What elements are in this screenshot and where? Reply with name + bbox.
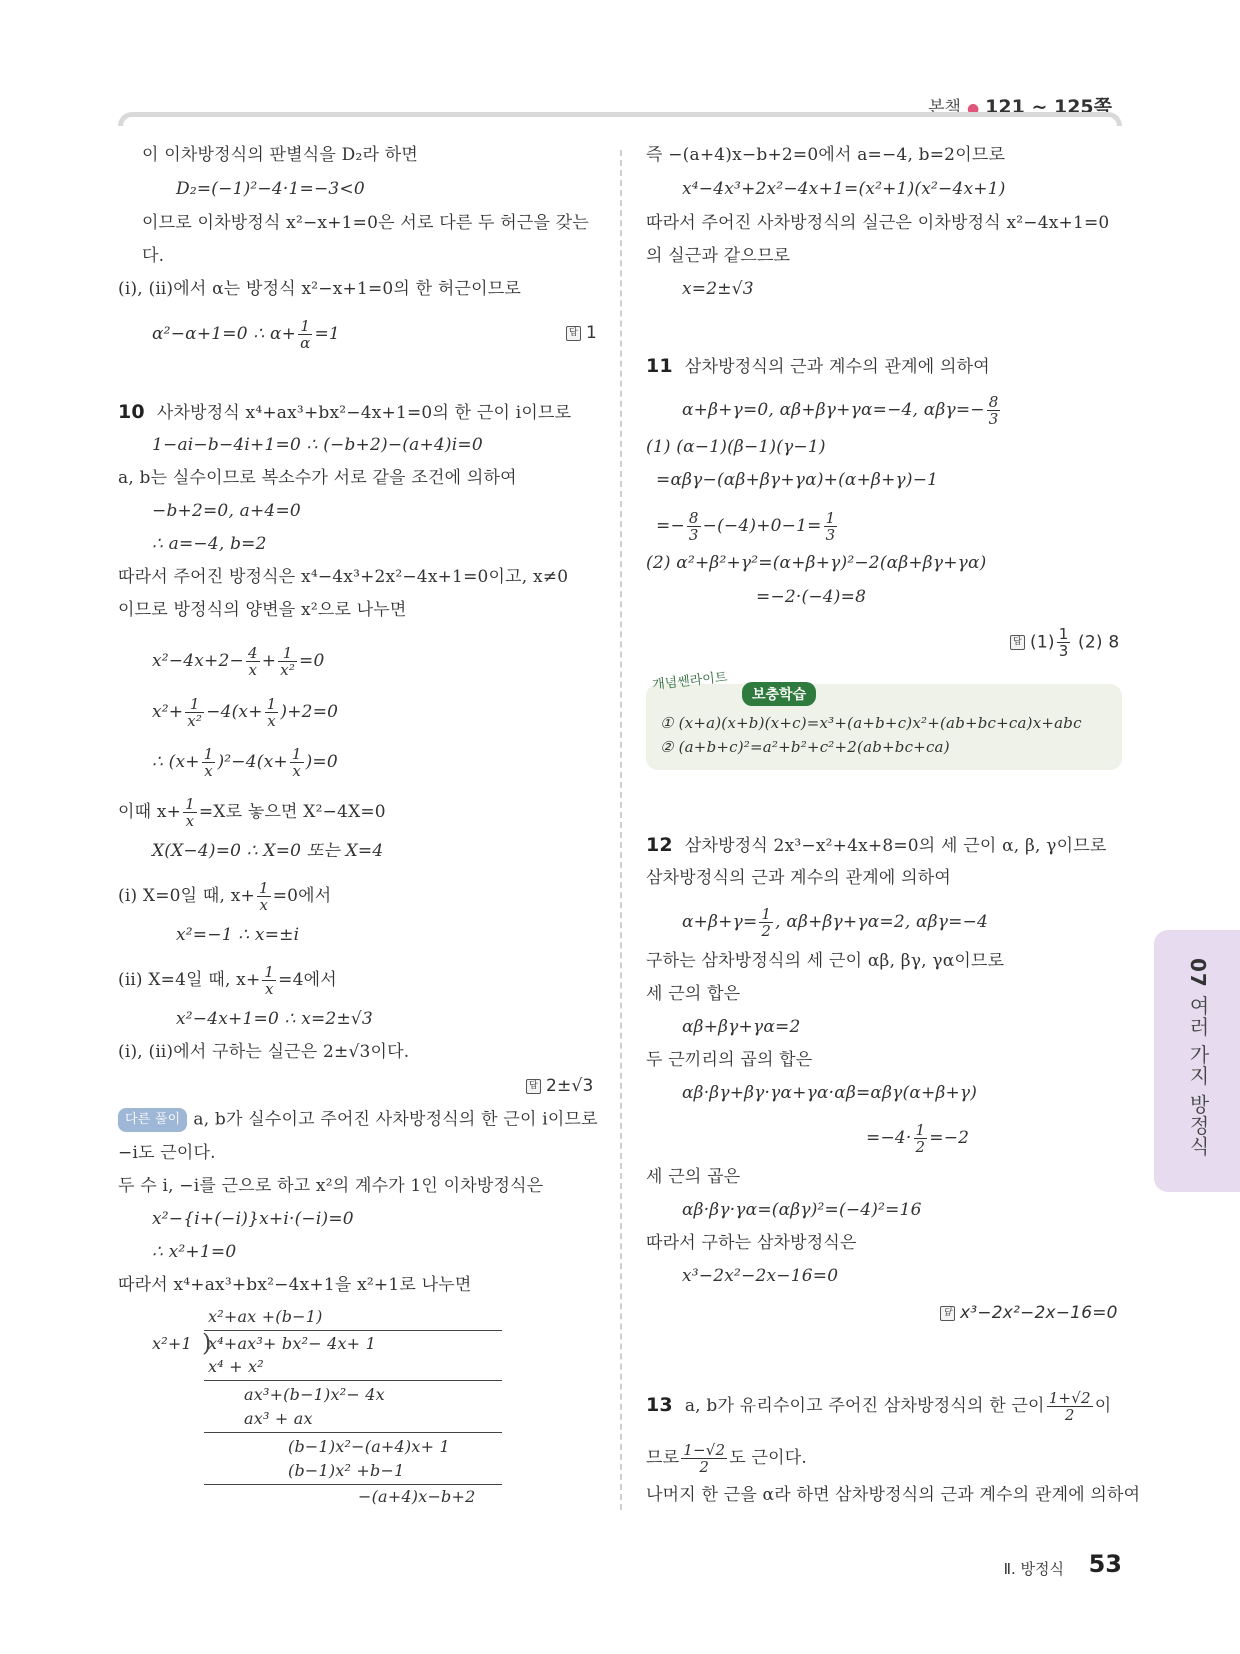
answer-icon: 답	[526, 1079, 541, 1094]
text-line: (ⅰ), (ⅱ)에서 구하는 실근은 2±√3이다.	[118, 1042, 410, 1062]
concept-tag: 개념쎈라이트	[651, 670, 729, 693]
text-part: a, b가 유리수이고 주어진 삼차방정식의 한 근이	[684, 1396, 1045, 1416]
division-rule	[204, 1432, 502, 1433]
concept-item: ① (x+a)(x+b)(x+c)=x³+(a+b+c)x²+(ab+bc+ca)x+abc	[660, 714, 1082, 732]
math-line: x=2±√3	[682, 279, 754, 299]
problem-number: 11	[646, 355, 673, 377]
math-line: αβ+βγ+γα=2	[682, 1017, 801, 1037]
header-label: 본책	[928, 98, 961, 118]
denominator: 3	[688, 526, 699, 544]
alt-solution-line	[118, 1108, 598, 1132]
text-line: (ⅰ), (ⅱ)에서 α는 방정식 x²−x+1=0의 한 허근이므로	[118, 279, 521, 299]
numerator: 1	[291, 745, 302, 763]
denominator: x	[204, 762, 213, 780]
fraction	[278, 645, 297, 678]
fraction	[246, 645, 260, 678]
math-part: , αβ+βγ+γα=2, αβγ=−4	[775, 912, 989, 932]
math-line	[152, 645, 325, 678]
math-line: x²−{i+(−i)}x+i·(−i)=0	[152, 1209, 354, 1229]
text-line: 두 수 i, −i를 근으로 하고 x²의 계수가 1인 이차방정식은	[118, 1176, 544, 1196]
math-line: x⁴−4x³+2x²−4x+1=(x²+1)(x²−4x+1)	[682, 179, 1006, 199]
division-row: ax³+(b−1)x²− 4x	[244, 1385, 385, 1404]
text-line: 따라서 x⁴+ax³+bx²−4x+1을 x²+1로 나누면	[118, 1275, 472, 1295]
math-part: ∴ (x+	[152, 752, 200, 772]
problem-11-line	[646, 355, 990, 378]
answer-icon: 답	[940, 1306, 955, 1321]
answer-9	[566, 322, 597, 344]
math-line: ∴ x²+1=0	[152, 1242, 237, 1262]
text-part: 이	[1094, 1396, 1112, 1416]
division-row: x⁴+ax³+ bx²− 4x+ 1	[208, 1334, 376, 1353]
denominator: 2	[699, 1458, 710, 1476]
chapter-tab-label	[1184, 958, 1213, 1157]
text-line: 의 실근과 같으므로	[646, 246, 791, 266]
text-line: 따라서 구하는 삼차방정식은	[646, 1233, 857, 1253]
fraction	[914, 1122, 928, 1155]
text-line: a, b는 실수이므로 복소수가 서로 같을 조건에 의하여	[118, 468, 517, 488]
denominator: x²	[280, 661, 296, 679]
fraction	[185, 696, 204, 729]
numerator: 1	[278, 645, 297, 662]
bullet-icon: ●	[966, 101, 980, 117]
fraction	[290, 746, 304, 779]
division-remainder: −(a+4)x−b+2	[358, 1487, 476, 1506]
math-line	[152, 746, 338, 779]
division-bar	[204, 1330, 502, 1331]
answer-10	[526, 1075, 594, 1097]
math-part: α+β+γ=	[682, 912, 758, 932]
answer-text: 1	[586, 323, 598, 343]
math-line: αβ·βγ·γα=(αβγ)²=(−4)²=16	[682, 1200, 922, 1220]
numerator: 1+√2	[1048, 1389, 1091, 1407]
math-part: =−	[656, 516, 685, 536]
text-line: 따라서 주어진 사차방정식의 실근은 이차방정식 x²−4x+1=0	[646, 213, 1110, 233]
numerator: 8	[688, 509, 699, 527]
fraction	[759, 906, 773, 939]
division-bracket: )	[202, 1329, 212, 1357]
numerator: 1	[258, 879, 269, 897]
text-line: 나머지 한 근을 α라 하면 삼차방정식의 근과 계수의 관계에 의하여	[646, 1485, 1141, 1505]
denominator: x²	[187, 712, 203, 730]
division-quotient: x²+ax +(b−1)	[208, 1307, 323, 1326]
fraction	[681, 1442, 727, 1475]
denominator: 2	[1064, 1406, 1075, 1424]
concept-item: ② (a+b+c)²=a²+b²+c²+2(ab+bc+ca)	[660, 738, 950, 756]
text-part: 삼차방정식의 근과 계수의 관계에 의하여	[684, 357, 990, 377]
chapter-number: 07	[1186, 958, 1210, 988]
fraction	[1057, 626, 1071, 659]
fraction	[262, 964, 276, 997]
text-line: 따라서 주어진 방정식은 x⁴−4x³+2x²−4x+1=0이고, x≠0	[118, 567, 569, 587]
math-line: 1−ai−b−4i+1=0 ∴ (−b+2)−(a+4)i=0	[152, 435, 483, 455]
denominator: 3	[988, 410, 999, 428]
math-line	[682, 906, 988, 939]
numerator: 1	[825, 509, 836, 527]
denominator: x	[292, 762, 302, 780]
math-part: −4(x+	[206, 702, 263, 722]
numerator: 1	[1058, 625, 1069, 643]
math-part: =1	[314, 324, 340, 344]
math-part: =0	[299, 651, 325, 671]
problem-number: 13	[646, 1394, 673, 1416]
text-line: 두 근끼리의 곱의 합은	[646, 1050, 813, 1070]
numerator: 1	[264, 963, 275, 981]
fraction	[987, 394, 1001, 427]
math-line: =αβγ−(αβ+βγ+γα)+(α+β+γ)−1	[656, 470, 939, 490]
problem-10-line	[118, 401, 571, 424]
math-line: αβ·βγ+βγ·γα+γα·αβ=αβγ(α+β+γ)	[682, 1083, 978, 1103]
math-part: )=0	[305, 752, 338, 772]
denominator: x	[248, 661, 258, 679]
math-part: +	[261, 651, 277, 671]
text-line	[646, 1442, 807, 1475]
numerator: 4	[247, 644, 258, 662]
division-rule	[204, 1484, 502, 1485]
text-part: 이때 x+	[118, 802, 182, 822]
math-line: D₂=(−1)²−4·1=−3<0	[176, 179, 365, 199]
division-row: ax³ + ax	[244, 1409, 313, 1428]
footer-section: Ⅱ. 방정식	[1003, 1560, 1064, 1578]
text-line	[118, 880, 331, 913]
math-line: X(X−4)=0 ∴ X=0 또는 X=4	[152, 841, 384, 861]
math-line: x²−4x+1=0 ∴ x=2±√3	[176, 1009, 373, 1029]
numerator: 1	[298, 318, 312, 335]
denominator: x	[185, 812, 195, 830]
division-row: (b−1)x²−(a+4)x+ 1	[288, 1437, 450, 1456]
division-rule	[204, 1380, 502, 1381]
division-divisor: x²+1	[152, 1334, 192, 1353]
text-part: 사차방정식 x⁴+ax³+bx²−4x+1=0의 한 근이 i이므로	[156, 403, 572, 423]
text-line: 세 근의 합은	[646, 984, 741, 1004]
answer-text: (1)	[1030, 632, 1055, 653]
math-line: (2) α²+β²+γ²=(α+β+γ)²−2(αβ+βγ+γα)	[646, 553, 987, 573]
page-number: 53	[1088, 1550, 1122, 1578]
fraction	[824, 510, 838, 543]
math-part: )²−4(x+	[217, 752, 288, 772]
math-line	[152, 318, 340, 351]
text-line: 이 이차방정식의 판별식을 D₂라 하면	[142, 145, 418, 165]
column-divider	[620, 150, 622, 1510]
text-part: 도 근이다.	[729, 1448, 807, 1468]
text-part: =X로 놓으면 X²−4X=0	[198, 802, 386, 822]
fraction	[202, 746, 216, 779]
answer-text: x³−2x²−2x−16=0	[960, 1303, 1118, 1323]
math-line: ∴ a=−4, b=2	[152, 534, 267, 554]
numerator: 1	[185, 795, 195, 813]
math-part: )+2=0	[280, 702, 339, 722]
text-part: (ⅰ) X=0일 때, x+	[118, 886, 255, 906]
math-part: α+β+γ=0, αβ+βγ+γα=−4, αβγ=−	[682, 400, 985, 420]
problem-number: 12	[646, 834, 673, 856]
numerator: 1	[761, 905, 772, 923]
math-part: x²−4x+2−	[152, 651, 244, 671]
math-line	[656, 510, 839, 543]
problem-13-line	[646, 1390, 1111, 1423]
denominator: 2	[761, 922, 772, 940]
math-line: =−2·(−4)=8	[756, 587, 867, 607]
text-line: 구하는 삼차방정식의 세 근이 αβ, βγ, γα이므로	[646, 951, 1005, 971]
fraction	[183, 796, 197, 829]
math-line: −b+2=0, a+4=0	[152, 501, 301, 521]
text-line: −i도 근이다.	[118, 1143, 216, 1163]
numerator: 8	[988, 393, 999, 411]
denominator: x	[264, 980, 274, 998]
division-row: x⁴ + x²	[208, 1357, 264, 1376]
text-part: =4에서	[278, 970, 337, 990]
math-part: −(−4)+0−1=	[702, 516, 822, 536]
math-line	[866, 1122, 969, 1155]
fraction	[257, 880, 271, 913]
text-part: =0에서	[272, 886, 332, 906]
numerator: 1	[185, 696, 204, 713]
text-part: 므로	[646, 1448, 680, 1468]
problem-12-line	[646, 834, 1106, 857]
text-line: 이므로 이차방정식 x²−x+1=0은 서로 다른 두 허근을 갖는	[142, 213, 589, 233]
problem-number: 10	[118, 401, 145, 423]
text-line: 다.	[142, 246, 165, 266]
answer-text: 2±√3	[546, 1076, 594, 1096]
text-line: 세 근의 곱은	[646, 1167, 741, 1187]
text-line: 즉 −(a+4)x−b+2=0에서 a=−4, b=2이므로	[646, 145, 1006, 165]
math-line	[152, 696, 338, 729]
answer-11	[1010, 626, 1119, 659]
fraction	[1047, 1390, 1093, 1423]
header-pages: 121 ~ 125쪽	[985, 96, 1112, 118]
top-border	[118, 112, 1122, 126]
text-line	[118, 964, 337, 997]
text-part: a, b가 실수이고 주어진 사차방정식의 한 근이 i이므로	[193, 1109, 598, 1130]
fraction	[265, 696, 279, 729]
concept-pill: 보충학습	[742, 682, 816, 706]
math-line	[682, 394, 1002, 427]
text-part: (ⅱ) X=4일 때, x+	[118, 970, 261, 990]
fraction	[687, 510, 701, 543]
text-part: 삼차방정식 2x³−x²+4x+8=0의 세 근이 α, β, γ이므로	[684, 836, 1107, 856]
math-part: =−4·	[866, 1128, 912, 1148]
math-part: =−2	[929, 1128, 970, 1148]
denominator: x	[259, 896, 269, 914]
denominator: α	[300, 334, 311, 352]
numerator: 1	[203, 745, 214, 763]
text-line: 이므로 방정식의 양변을 x²으로 나누면	[118, 600, 407, 620]
denominator: x	[267, 712, 276, 730]
answer-text: (2) 8	[1078, 632, 1120, 653]
math-part: x²+	[152, 702, 184, 722]
text-line: 삼차방정식의 근과 계수의 관계에 의하여	[646, 868, 951, 888]
alt-solution-badge: 다른 풀이	[118, 1108, 187, 1132]
numerator: 1	[915, 1121, 926, 1139]
answer-12	[940, 1302, 1118, 1324]
math-line: x³−2x²−2x−16=0	[682, 1266, 839, 1286]
answer-icon: 답	[1010, 635, 1025, 650]
math-line: x²=−1 ∴ x=±i	[176, 925, 300, 945]
numerator: 1	[266, 695, 277, 713]
denominator: 3	[1058, 642, 1069, 660]
denominator: 2	[915, 1138, 926, 1156]
numerator: 1−√2	[683, 1441, 726, 1459]
division-row: (b−1)x² +b−1	[288, 1461, 405, 1480]
chapter-title: 여러 가지 방정식	[1186, 995, 1210, 1157]
denominator: 3	[825, 526, 836, 544]
math-part: α²−α+1=0 ∴ α+	[152, 324, 297, 344]
answer-icon: 답	[566, 326, 581, 341]
fraction	[298, 318, 312, 351]
math-line: (1) (α−1)(β−1)(γ−1)	[646, 437, 826, 457]
text-line	[118, 796, 386, 829]
